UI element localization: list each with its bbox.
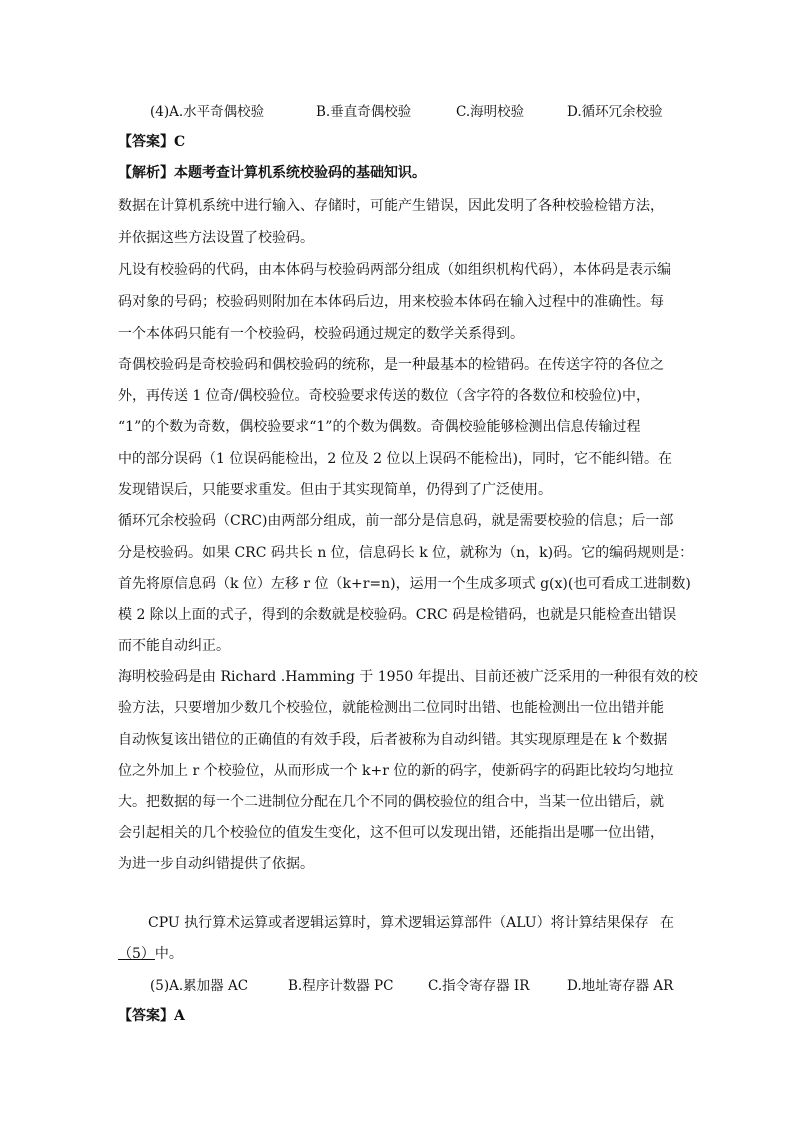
analysis-line: 会引起相关的几个校验位的值发生变化，这不但可以发现出错，还能指出是哪一位出错， — [118, 825, 664, 841]
q4-answer — [118, 132, 185, 152]
analysis-line: 中的部分误码（1 位误码能检出，2 位及 2 位以上误码不能检出)，同时，它不能纠错。在 — [118, 451, 672, 467]
q4-answer-label: 【答案】 — [118, 134, 174, 150]
analysis-line: 一个本体码只能有一个校验码，校验码通过规定的数学关系得到。 — [118, 326, 524, 342]
analysis-line: 并依据这些方法设置了校验码。 — [118, 230, 314, 246]
q4-option-b: B.垂直奇偶校验 — [316, 104, 412, 120]
analysis-line: 位之外加上 r 个校验位，从而形成一个 k+r 位的新的码字，使新码字的码距比较均匀地拉 — [118, 763, 674, 779]
q4-option-a: (4)A.水平奇偶校验 — [150, 104, 265, 120]
q5-stem-end: 中。 — [154, 946, 183, 962]
analysis-line: 奇偶校验码是奇校验码和偶校验码的统称，是一种最基本的检错码。在传送字符的各位之 — [118, 357, 664, 373]
analysis-line: 循环冗余校验码（CRC)由两部分组成，前一部分是信息码，就是需要校验的信息；后一部 — [118, 513, 674, 529]
q5-stem-tail: 在 — [660, 915, 674, 931]
q4-option-c: C.海明校验 — [456, 104, 525, 120]
q5-stem-line2 — [118, 944, 183, 964]
q5-option-d: D.地址寄存器 AR — [567, 978, 674, 994]
analysis-line: 为进一步自动纠错提供了依据。 — [118, 856, 314, 872]
analysis-line: 首先将原信息码（k 位）左移 r 位（k+r=n)，运用一个生成多项式 g(x)(也可看成工进制数) — [118, 576, 691, 592]
q4-option-d: D.循环冗余校验 — [567, 104, 663, 120]
analysis-line: 而不能自动纠正。 — [118, 638, 230, 654]
q5-stem-text: CPU 执行算术运算或者逻辑运算时，算术逻辑运算部件（ALU）将计算结果保存 — [148, 915, 649, 931]
analysis-heading-label: 【解析】 — [118, 165, 174, 181]
analysis-line: 外，再传送 1 位奇/偶校验位。奇校验要求传送的数位（含字符的各数位和校验位)中， — [118, 388, 650, 404]
analysis-line: 码对象的号码；校验码则附加在本体码后边，用来校验本体码在输入过程中的准确性。每 — [118, 294, 664, 310]
analysis-heading-text: 本题考查计算机系统校验码的基础知识。 — [174, 165, 426, 181]
analysis-line: 凡设有校验码的代码，由本体码与校验码两部分组成（如组织机构代码），本体码是表示编 — [118, 262, 671, 278]
q5-answer — [118, 1006, 185, 1026]
analysis-line: 模 2 除以上面的式子，得到的余数就是校验码。CRC 码是检错码，也就是只能检查出错误 — [118, 607, 677, 623]
analysis-line: 海明校验码是由 Richard .Hamming 于 1950 年提出、目前还被广泛采用的一种很有效的校 — [118, 669, 698, 685]
analysis-line: 大。把数据的每一个二进制位分配在几个不同的偶校验位的组合中，当某一位出错后，就 — [118, 794, 664, 810]
q5-answer-label: 【答案】 — [118, 1008, 174, 1024]
analysis-line: 验方法，只要增加少数几个校验位，就能检测出二位同时出错、也能检测出一位出错并能 — [118, 700, 664, 716]
analysis-line: 自动恢复该出错位的正确值的有效手段，后者被称为自动纠错。其实现原理是在 k 个数据 — [118, 732, 668, 748]
analysis-line: 发现错误后，只能要求重发。但由于其实现简单，仍得到了广泛使用。 — [118, 482, 552, 498]
q5-blank: （5） — [118, 946, 155, 962]
q5-stem — [148, 913, 649, 933]
analysis-line: 分是校验码。如果 CRC 码共长 n 位，信息码长 k 位，就称为（n，k)码。它的编码规则是： — [118, 545, 694, 561]
q5-answer-value: A — [174, 1008, 185, 1024]
q4-answer-value: C — [174, 134, 186, 150]
analysis-line: “1”的个数为奇数，偶校验要求“1”的个数为偶数。奇偶校验能够检测出信息传输过程 — [118, 419, 641, 435]
q5-option-a: (5)A.累加器 AC — [150, 978, 249, 994]
q5-option-b: B.程序计数器 PC — [288, 978, 394, 994]
analysis-heading — [118, 163, 426, 183]
q5-option-c: C.指令寄存器 IR — [428, 978, 530, 994]
analysis-line: 数据在计算机系统中进行输入、存储时，可能产生错误，因此发明了各种校验检错方法， — [118, 198, 664, 214]
